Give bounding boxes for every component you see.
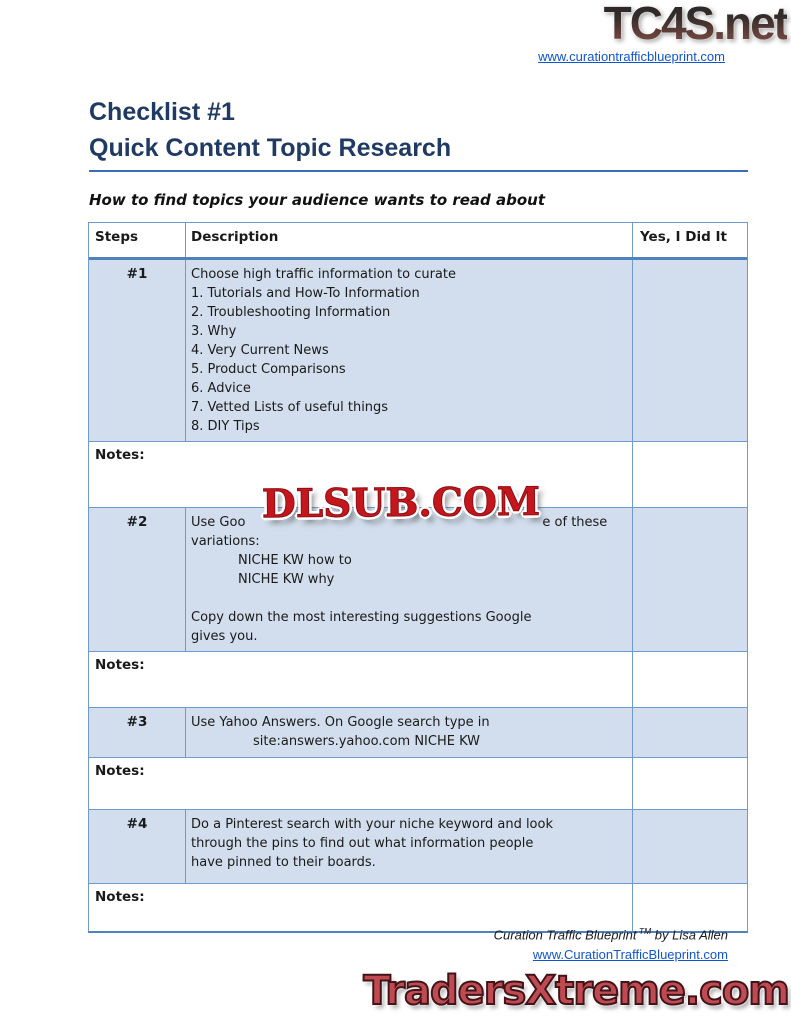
step-4-line: Do a Pinterest search with your niche keyword and look: [191, 817, 553, 832]
step-3-description: [186, 708, 633, 757]
step-2-checkbox-cell: [633, 508, 747, 651]
notes-1-label: Notes:: [89, 442, 633, 507]
page-title: [89, 94, 748, 166]
footer-credit: Curation Traffic Blueprint ™ by Lisa Allen: [493, 926, 728, 943]
step-1-line: 5. Product Comparisons: [191, 362, 346, 377]
notes-row-3: [89, 758, 747, 810]
col-header-steps: Steps: [89, 223, 186, 257]
table-row-step-3: [89, 708, 747, 758]
title-line-1: Checklist #1: [89, 98, 235, 126]
step-1-description: [186, 260, 633, 441]
title-divider: [89, 170, 748, 172]
step-1-line: 3. Why: [191, 324, 237, 339]
step-4-line: have pinned to their boards.: [191, 855, 376, 870]
step-2-line: Copy down the most interesting suggestions Google: [191, 610, 532, 625]
notes-2-label: Notes:: [89, 652, 633, 707]
top-link-wrap: [538, 46, 725, 65]
notes-4-label: Notes:: [89, 884, 633, 931]
step-2-line-obscured: Use Goo e of these: [191, 515, 608, 530]
step-1-line: 7. Vetted Lists of useful things: [191, 400, 389, 415]
step-1-line: 8. DIY Tips: [191, 419, 260, 434]
step-3-line: Use Yahoo Answers. On Google search type in: [191, 715, 490, 730]
footer-link-wrap: [88, 944, 728, 963]
step-1-line: 1. Tutorials and How-To Information: [191, 286, 420, 301]
step-3-checkbox-cell: [633, 708, 747, 757]
step-2-number: #2: [89, 508, 186, 651]
step-4-checkbox-cell: [633, 810, 747, 883]
step-3-line: site:answers.yahoo.com NICHE KW: [253, 734, 480, 749]
checklist-table: [88, 222, 748, 933]
tc4s-logo: TC4S.net: [604, 0, 787, 50]
dlsub-watermark: DLSUB.COM: [261, 478, 541, 528]
step-2-variation: NICHE KW why: [238, 572, 335, 587]
table-row-step-2: [89, 508, 747, 652]
notes-3-yes-cell: [633, 758, 747, 809]
step-1-line: 2. Troubleshooting Information: [191, 305, 391, 320]
table-header-row: [89, 223, 747, 260]
step-2-line: gives you.: [191, 629, 258, 644]
subtitle: How to find topics your audience wants to read about: [89, 191, 546, 209]
col-header-description: Description: [186, 223, 633, 257]
table-row-step-4: [89, 810, 747, 884]
step-2-variation: NICHE KW how to: [238, 553, 352, 568]
step-2-line: variations:: [191, 534, 260, 549]
curation-traffic-top-link[interactable]: www.curationtrafficblueprint.com: [538, 49, 725, 64]
notes-2-yes-cell: [633, 652, 747, 707]
notes-row-4: [89, 884, 747, 931]
step-4-line: through the pins to find out what information people: [191, 836, 534, 851]
step-1-line: Choose high traffic information to curate: [191, 267, 456, 282]
step-1-line: 4. Very Current News: [191, 343, 329, 358]
notes-3-label: Notes:: [89, 758, 633, 809]
step-4-number: #4: [89, 810, 186, 883]
trademark-symbol: TM: [638, 926, 652, 936]
blank-line: [191, 589, 626, 608]
step-1-number: #1: [89, 260, 186, 441]
step-4-description: [186, 810, 633, 883]
notes-4-yes-cell: [633, 884, 747, 931]
step-3-number: #3: [89, 708, 186, 757]
col-header-yes-i-did-it: Yes, I Did It: [640, 229, 727, 245]
notes-row-2: [89, 652, 747, 708]
step-1-checkbox-cell: [633, 260, 747, 441]
notes-1-yes-cell: [633, 442, 747, 507]
title-line-2: Quick Content Topic Research: [89, 134, 452, 162]
table-row-step-1: [89, 260, 747, 442]
curation-traffic-footer-link[interactable]: www.CurationTrafficBlueprint.com: [532, 947, 728, 962]
step-1-line: 6. Advice: [191, 381, 251, 396]
tradersxtreme-banner: TradersXtreme.com: [363, 968, 789, 1014]
step-2-description: [186, 508, 633, 651]
